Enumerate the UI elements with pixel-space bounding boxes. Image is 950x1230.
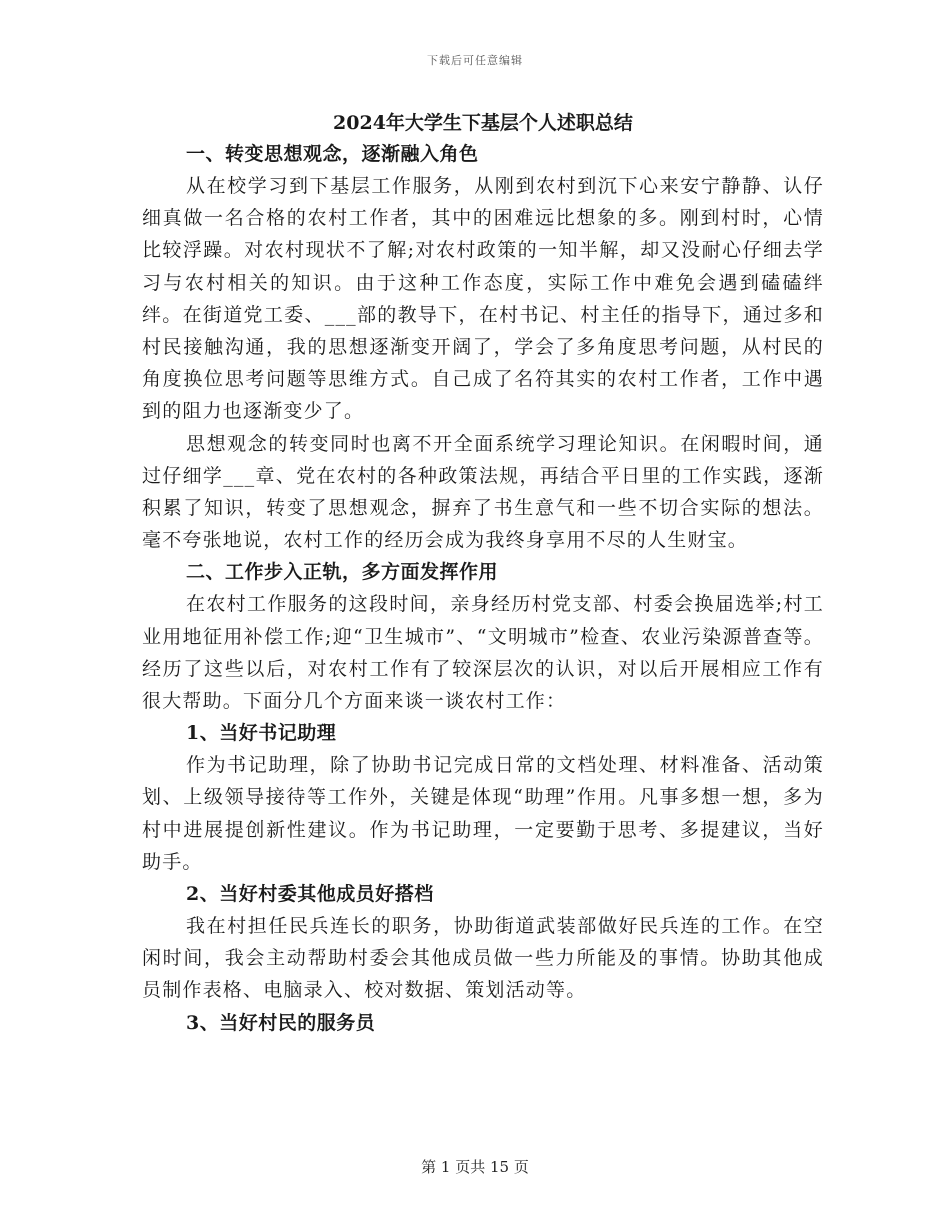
section1-paragraph-1: 从在校学习到下基层工作服务，从刚到农村到沉下心来安宁静静、认仔细真做一名合格的农村工作者，其中的困难远比想象的多。刚到村时，心情比较浮躁。对农村现状不了解;对农村政策的一知半解，却又没耐心仔细去学习与农村相关的知识。由于这种工作态度，实际工作中难免会遇到磕磕绊绊。在街道党工委、___部的教导下，在村书记、村主任的指导下，通过多和村民接触沟通，我的思想逐渐变开阔了，学会了多角度思考问题，从村民的角度换位思考问题等思维方式。自己成了名符其实的农村工作者，工作中遇到的阻力也逐渐变少了。 (142, 175, 824, 423)
section1-paragraph-2: 思想观念的转变同时也离不开全面系统学习理论知识。在闲暇时间，通过仔细学___章、党在农村的各种政策法规，再结合平日里的工作实践，逐渐积累了知识，转变了思想观念，摒弃了书生意气和一些不切合实际的想法。毫不夸张地说，农村工作的经历会成为我终身享用不尽的人生财宝。 (142, 432, 824, 552)
document-body (142, 108, 824, 1039)
section-heading-2: 二、工作步入正轨，多方面发挥作用 (186, 561, 499, 584)
section-heading-1: 一、转变思想观念，逐渐融入角色 (186, 143, 479, 165)
subsection-heading-3: 3、当好村民的服务员 (186, 1011, 376, 1034)
subsection-heading-2: 2、当好村委其他成员好搭档 (186, 883, 434, 906)
section2-paragraph-1: 在农村工作服务的这段时间，亲身经历村党支部、村委会换届选举;村工业用地征用补偿工作;迎“卫生城市”、“文明城市”检查、农业污染源普查等。经历了这些以后，对农村工作有了较深层次的认识，对以后开展相应工作有很大帮助。下面分几个方面来谈一谈农村工作： (142, 593, 824, 713)
subsection1-paragraph: 作为书记助理，除了协助书记完成日常的文档处理、材料准备、活动策划、上级领导接待等工作外，关键是体现“助理”作用。凡事多想一想，多为村中进展提创新性建议。作为书记助理，一定要勤于思考、多提建议，当好助手。 (142, 754, 824, 873)
subsection-heading-1: 1、当好书记助理 (186, 722, 337, 745)
page-number: 第 1 页共 15 页 (421, 1158, 529, 1176)
page-header-note: 下载后可任意编辑 (427, 54, 523, 67)
subsection2-paragraph: 我在村担任民兵连长的职务，协助街道武装部做好民兵连的工作。在空闲时间，我会主动帮助村委会其他成员做一些力所能及的事情。协助其他成员制作表格、电脑录入、校对数据、策划活动等。 (142, 915, 824, 1002)
document-title: 2024年大学生下基层个人述职总结 (333, 112, 633, 134)
